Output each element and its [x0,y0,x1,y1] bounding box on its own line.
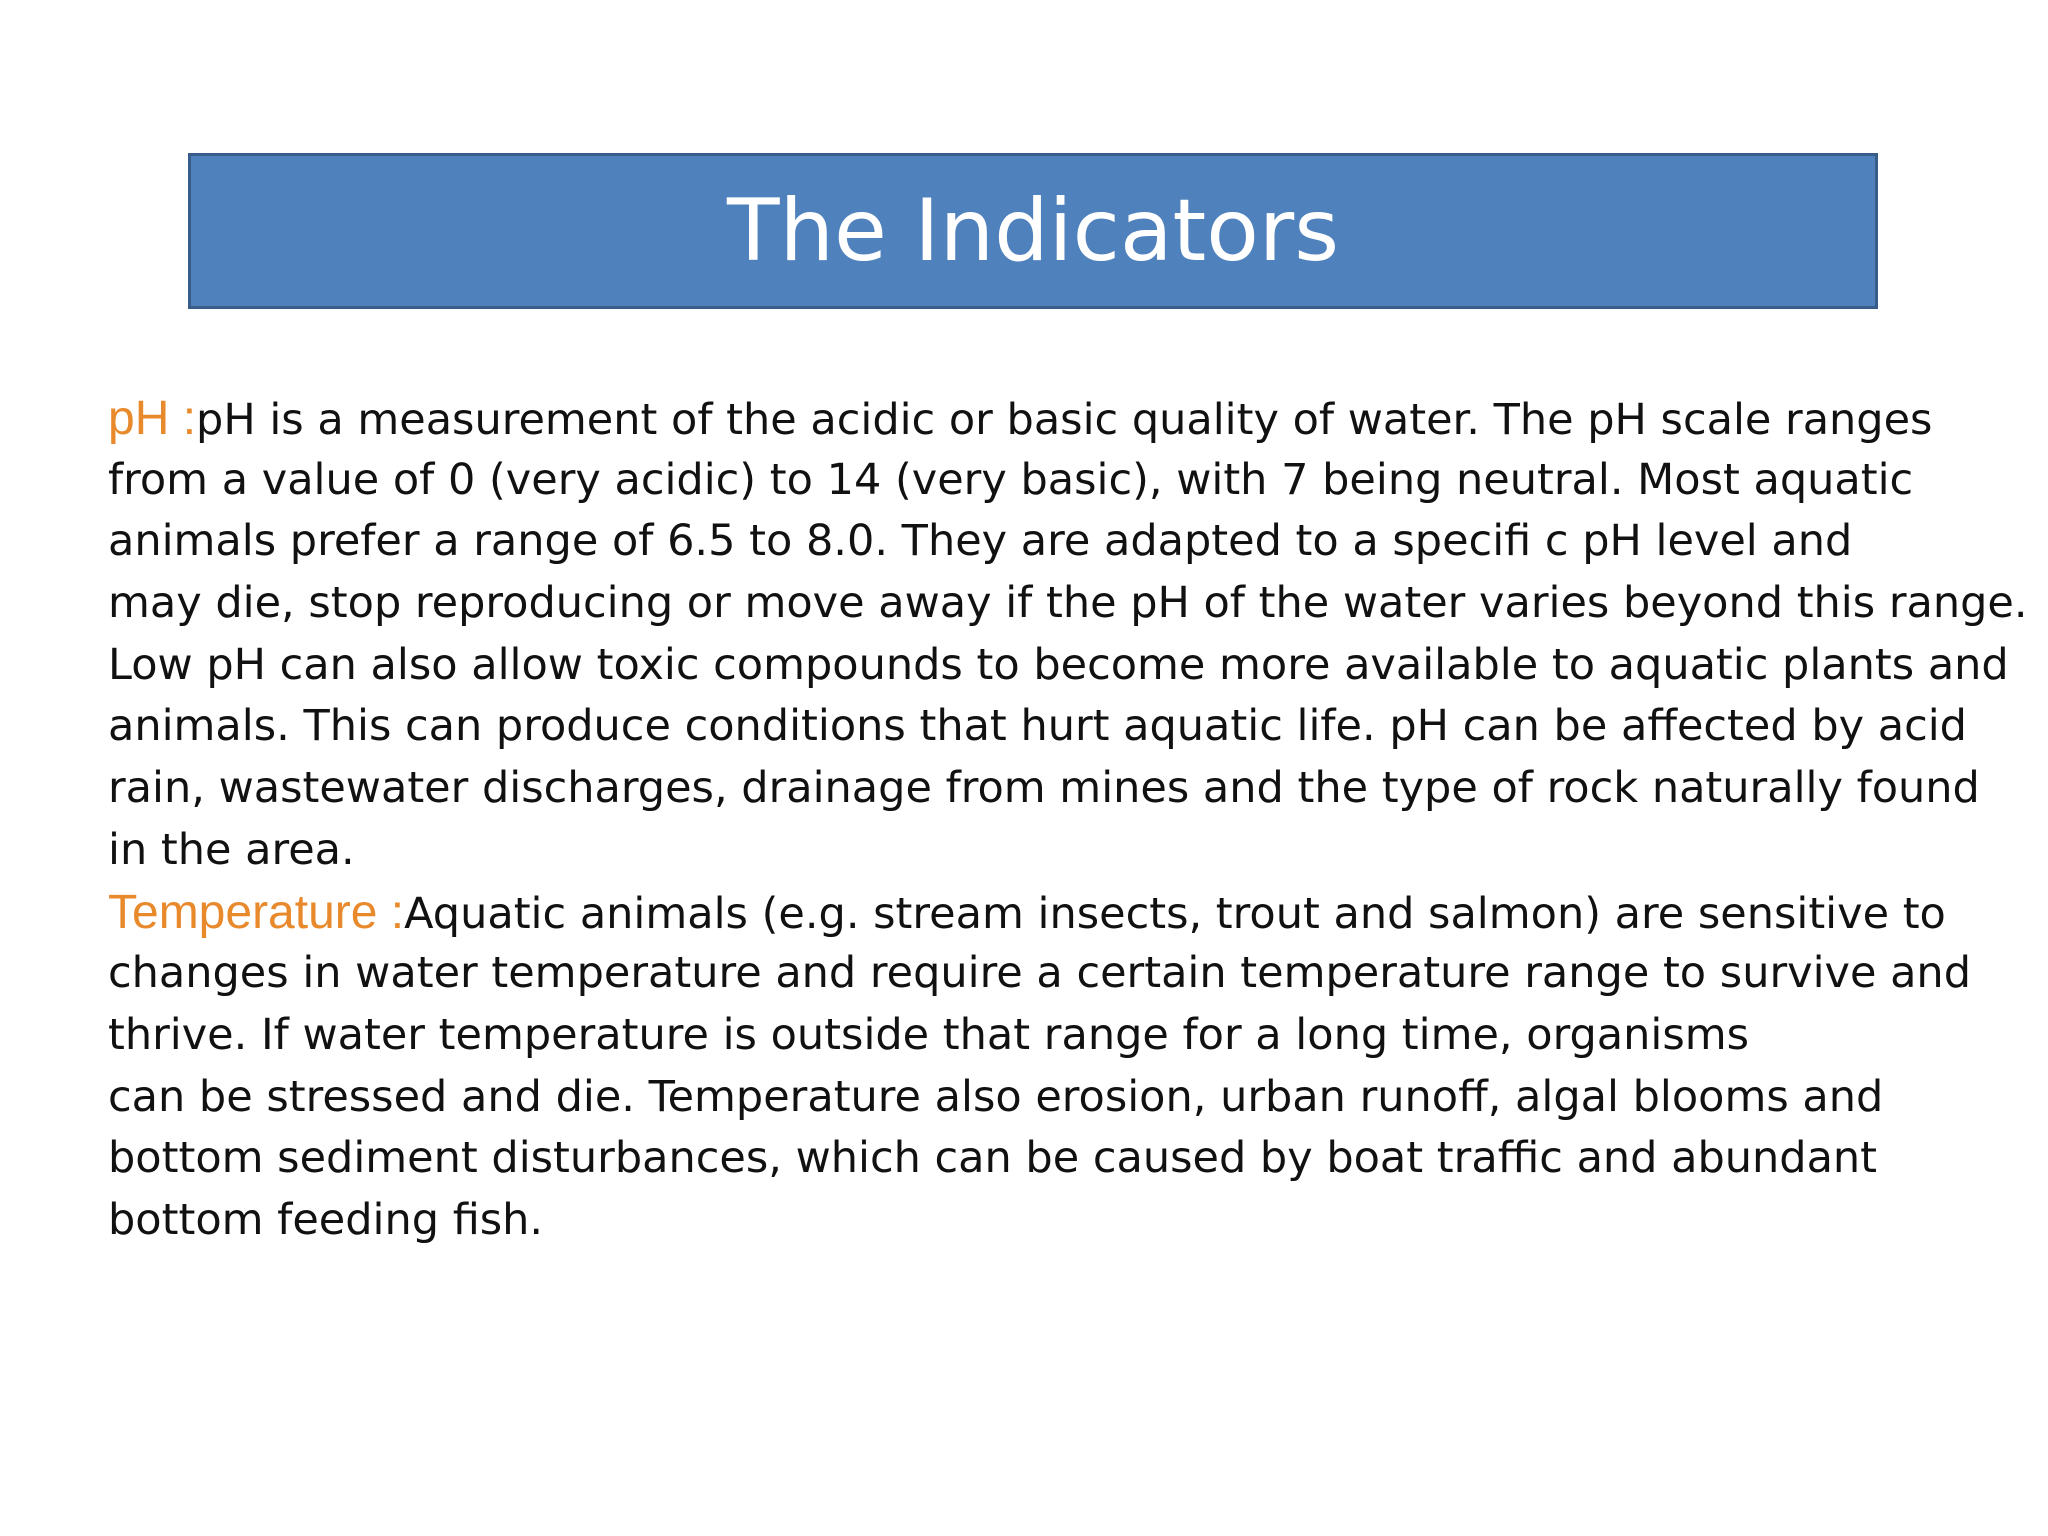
ph-line-1 [108,388,1988,450]
ph-label: pH : [108,392,197,445]
ph-text-line: animals prefer a range of 6.5 to 8.0. They are adapted to a specifi c pH level and [108,516,1853,567]
ph-text-line: may die, stop reproducing or move away if the pH of the water varies beyond this range. [108,578,2028,629]
ph-text-line: in the area. [108,824,355,875]
title-box [188,153,1878,309]
ph-text-line: Low pH can also allow toxic compounds to become more available to aquatic plants and [108,639,2009,690]
temperature-text-line: Aquatic animals (e.g. stream insects, trout and salmon) are sensitive to [404,888,1946,939]
temperature-text-line: bottom feeding fish. [108,1194,544,1245]
temperature-text-line: changes in water temperature and require a certain temperature range to survive and [108,948,1971,999]
slide-title: The Indicators [726,181,1340,281]
temperature-text-line: bottom sediment disturbances, which can be caused by boat traffic and abundant [108,1133,1878,1184]
ph-text-line: animals. This can produce conditions that hurt aquatic life. pH can be affected by acid [108,701,1967,752]
temperature-text-line: thrive. If water temperature is outside that range for a long time, organisms [108,1009,1750,1060]
temperature-line-1 [108,882,1988,944]
slide-body [108,388,2028,1252]
temperature-label: Temperature : [108,885,405,939]
ph-text-line: from a value of 0 (very acidic) to 14 (very basic), with 7 being neutral. Most aquatic [108,454,1914,505]
ph-text-line: pH is a measurement of the acidic or basic quality of water. The pH scale ranges [196,395,1933,445]
temperature-text-line: can be stressed and die. Temperature also erosion, urban runoff, algal blooms and [108,1071,1884,1122]
ph-text-line: rain, wastewater discharges, drainage from mines and the type of rock naturally found [108,763,1980,814]
